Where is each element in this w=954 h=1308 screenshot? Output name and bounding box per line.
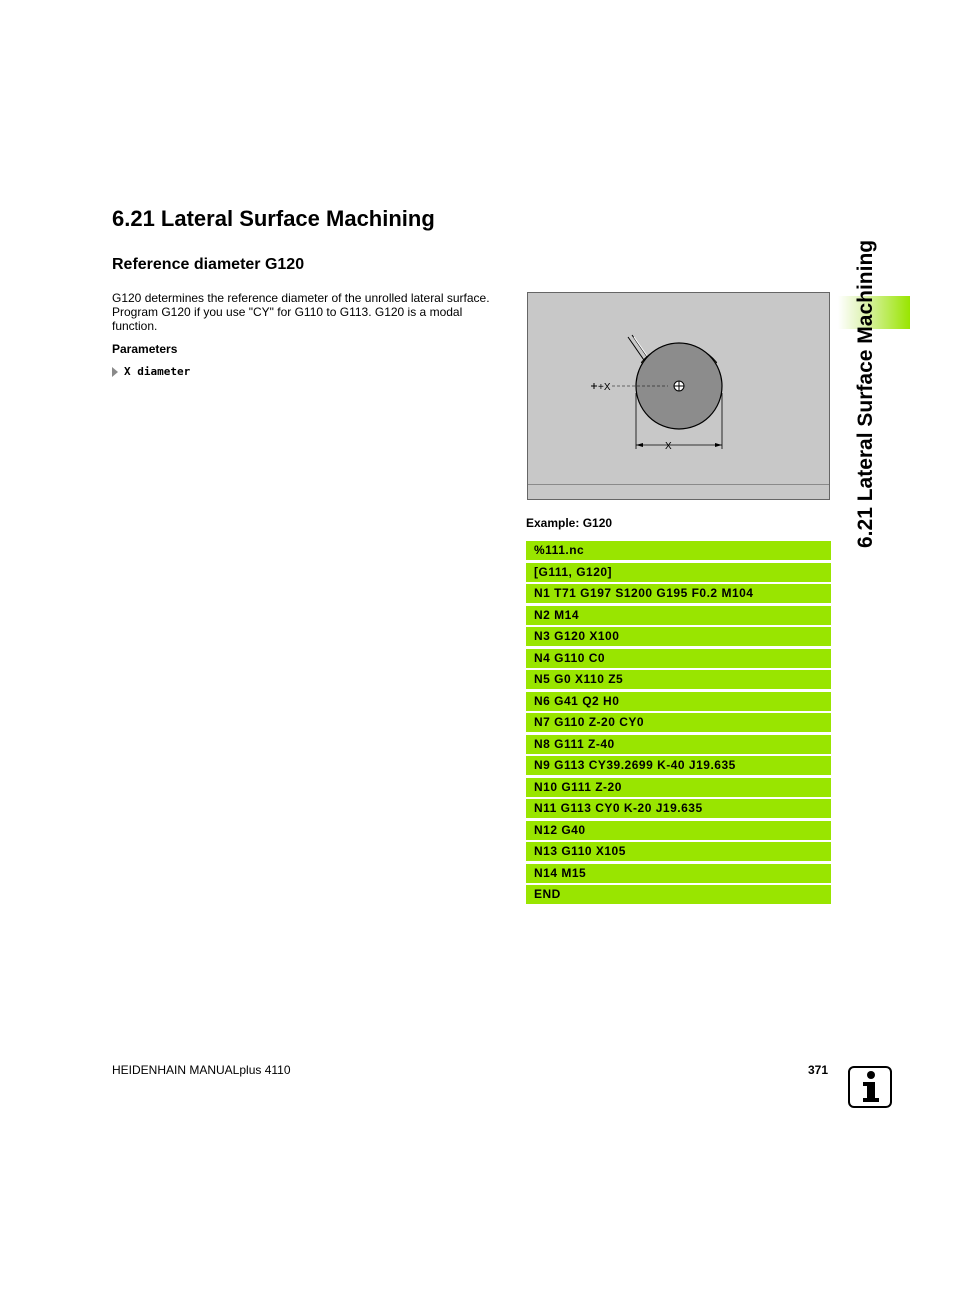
code-line: N9 G113 CY39.2699 K-40 J19.635 [526, 756, 831, 775]
parameter-item [112, 365, 190, 378]
code-line: N11 G113 CY0 K-20 J19.635 [526, 799, 831, 818]
section-heading: Reference diameter G120 [112, 256, 305, 273]
code-line: %111.nc [526, 541, 831, 560]
code-line: N2 M14 [526, 606, 831, 625]
code-line: N3 G120 X100 [526, 627, 831, 646]
parameter-code: X diameter [124, 365, 191, 378]
info-glyph [855, 1070, 885, 1104]
code-line: N8 G111 Z-40 [526, 735, 831, 754]
code-line: N6 G41 Q2 H0 [526, 692, 831, 711]
code-line: N13 G110 X105 [526, 842, 831, 861]
nc-program-listing [526, 541, 831, 907]
dimension-arrow [715, 443, 722, 447]
footer-manual-name: HEIDENHAIN MANUALplus 4110 [112, 1063, 291, 1077]
description-text: G120 determines the reference diameter of the unrolled lateral surface. Program G120 if you use "CY" for G110 to G113. G120 is a modal function. [112, 291, 490, 333]
code-line: N10 G111 Z-20 [526, 778, 831, 797]
g120-illustration [527, 292, 830, 500]
code-line: N12 G40 [526, 821, 831, 840]
plus-x-label: +X [598, 382, 611, 393]
info-icon [848, 1066, 892, 1108]
code-line: [G111, G120] [526, 563, 831, 582]
code-line: N5 G0 X110 Z5 [526, 670, 831, 689]
parameters-label: Parameters [112, 342, 178, 356]
page-title: 6.21 Lateral Surface Machining [112, 206, 435, 231]
info-dot [867, 1071, 875, 1079]
page-number: 371 [808, 1063, 829, 1077]
code-line: N1 T71 G197 S1200 G195 F0.2 M104 [526, 584, 831, 603]
code-line: N14 M15 [526, 864, 831, 883]
code-line: N4 G110 C0 [526, 649, 831, 668]
info-stem [863, 1082, 879, 1102]
dimension-arrow [636, 443, 643, 447]
figure-divider [528, 484, 829, 485]
example-caption: Example: G120 [526, 516, 613, 530]
code-line: END [526, 885, 831, 904]
code-line: N7 G110 Z-20 CY0 [526, 713, 831, 732]
dimension-x-label: X [665, 441, 672, 452]
side-chapter-title: 6.21 Lateral Surface Machining [854, 239, 877, 548]
triangle-bullet-icon [112, 367, 118, 377]
diameter-diagram [528, 293, 829, 499]
